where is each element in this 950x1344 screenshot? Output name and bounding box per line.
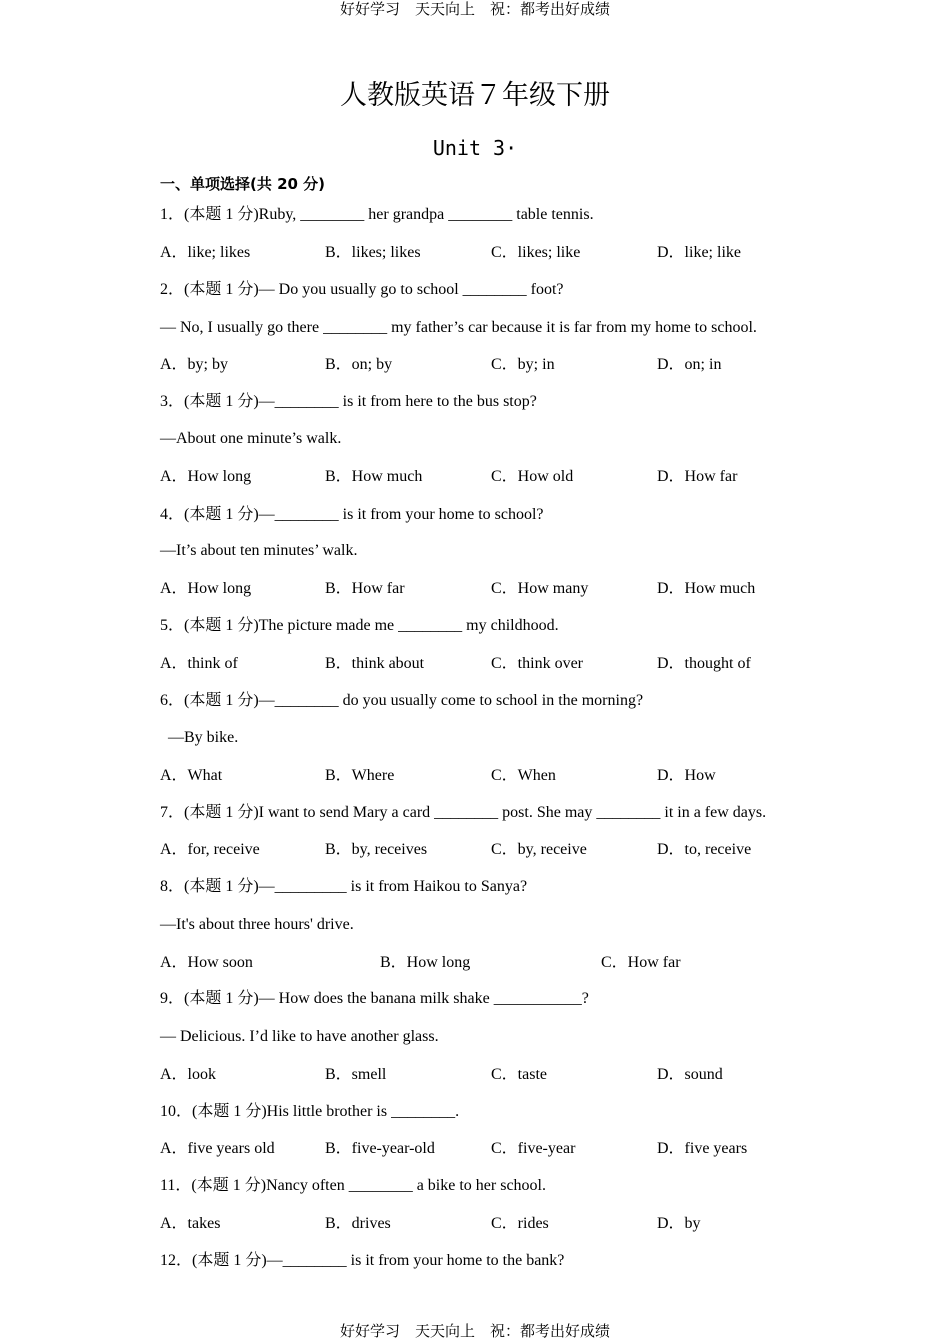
question-4: 4．(本题 1 分)—________ is it from your home to school? <box>160 506 544 523</box>
options-q2 <box>160 354 860 376</box>
option-a[interactable]: A．How long <box>160 580 252 597</box>
option-c[interactable]: C．taste <box>491 1066 547 1083</box>
question-2: 2．(本题 1 分)— Do you usually go to school ________ foot? <box>160 281 564 298</box>
option-b[interactable]: B．How far <box>325 580 405 597</box>
question-10: 10．(本题 1 分)His little brother is ________. <box>160 1103 460 1120</box>
options-q8 <box>160 952 860 974</box>
question-8-dialog: —It's about three hours' drive. <box>160 916 354 933</box>
option-a[interactable]: A．think of <box>160 655 238 672</box>
options-q11 <box>160 1213 860 1235</box>
option-d[interactable]: D．How <box>657 767 716 784</box>
option-b[interactable]: B．five-year-old <box>325 1140 435 1157</box>
option-a[interactable]: A．look <box>160 1066 217 1083</box>
option-c[interactable]: C．think over <box>491 655 583 672</box>
option-b[interactable]: B．smell <box>325 1066 387 1083</box>
options-q1 <box>160 242 860 264</box>
page-footer: 好好学习 天天向上 祝：都考出好成绩 <box>339 1322 610 1340</box>
unit-subtitle: Unit 3· <box>432 136 518 160</box>
option-b[interactable]: B．likes; likes <box>325 244 421 261</box>
option-a[interactable]: A．like; likes <box>160 244 251 261</box>
option-b[interactable]: B．on; by <box>325 356 393 373</box>
option-a[interactable]: A．What <box>160 767 223 784</box>
options-q6 <box>160 765 860 787</box>
option-c[interactable]: C．rides <box>491 1215 549 1232</box>
option-d[interactable]: D．on; in <box>657 356 722 373</box>
document-title: 人教版英语７年级下册 <box>340 80 610 111</box>
page-header: 好好学习 天天向上 祝：都考出好成绩 <box>339 0 610 18</box>
option-d[interactable]: D．sound <box>657 1066 723 1083</box>
section-heading: 一、单项选择(共 20 分) <box>160 175 326 193</box>
option-d[interactable]: D．five years <box>657 1140 748 1157</box>
option-b[interactable]: B．think about <box>325 655 425 672</box>
option-c[interactable]: C．five-year <box>491 1140 576 1157</box>
option-a[interactable]: A．five years old <box>160 1140 275 1157</box>
option-a[interactable]: A．How soon <box>160 954 253 971</box>
options-q5 <box>160 653 860 675</box>
option-d[interactable]: D．to, receive <box>657 841 752 858</box>
option-c[interactable]: C．How far <box>601 954 681 971</box>
option-d[interactable]: D．like; like <box>657 244 741 261</box>
option-c[interactable]: C．How many <box>491 580 589 597</box>
option-a[interactable]: A．by; by <box>160 356 229 373</box>
option-d[interactable]: D．How much <box>657 580 756 597</box>
option-b[interactable]: B．by, receives <box>325 841 428 858</box>
option-b[interactable]: B．Where <box>325 767 395 784</box>
question-6-dialog: —By bike. <box>160 729 239 746</box>
question-9-dialog: — Delicious. I’d like to have another glass. <box>160 1028 439 1045</box>
option-c[interactable]: C．When <box>491 767 556 784</box>
option-c[interactable]: C．How old <box>491 468 574 485</box>
option-b[interactable]: B．How much <box>325 468 423 485</box>
question-7: 7．(本题 1 分)I want to send Mary a card ________ post. She may ________ it in a few days. <box>160 804 767 821</box>
option-d[interactable]: D．thought of <box>657 655 751 672</box>
options-q7 <box>160 839 860 861</box>
option-a[interactable]: A．takes <box>160 1215 221 1232</box>
options-q3 <box>160 466 860 488</box>
options-q4 <box>160 578 860 600</box>
question-8: 8．(本题 1 分)—_________ is it from Haikou to Sanya? <box>160 878 528 895</box>
option-d[interactable]: D．by <box>657 1215 701 1232</box>
option-c[interactable]: C．likes; like <box>491 244 581 261</box>
question-3-dialog: —About one minute’s walk. <box>160 430 342 447</box>
question-9: 9．(本题 1 分)— How does the banana milk shake ___________? <box>160 990 589 1007</box>
option-d[interactable]: D．How far <box>657 468 738 485</box>
options-q9 <box>160 1064 860 1086</box>
options-q10 <box>160 1138 860 1160</box>
question-3: 3．(本题 1 分)—________ is it from here to the bus stop? <box>160 393 537 410</box>
question-6: 6．(本题 1 分)—________ do you usually come to school in the morning? <box>160 692 644 709</box>
option-c[interactable]: C．by; in <box>491 356 555 373</box>
question-12: 12．(本题 1 分)—________ is it from your home to the bank? <box>160 1252 565 1269</box>
question-4-dialog: —It’s about ten minutes’ walk. <box>160 542 358 559</box>
option-a[interactable]: A．How long <box>160 468 252 485</box>
option-b[interactable]: B．drives <box>325 1215 391 1232</box>
option-b[interactable]: B．How long <box>380 954 471 971</box>
option-c[interactable]: C．by, receive <box>491 841 587 858</box>
question-2-dialog: — No, I usually go there ________ my father’s car because it is far from my home to school. <box>160 319 757 336</box>
question-5: 5．(本题 1 分)The picture made me ________ my childhood. <box>160 617 559 634</box>
question-11: 11．(本题 1 分)Nancy often ________ a bike to her school. <box>160 1177 546 1194</box>
option-a[interactable]: A．for, receive <box>160 841 260 858</box>
question-1: 1．(本题 1 分)Ruby, ________ her grandpa ________ table tennis. <box>160 206 594 223</box>
